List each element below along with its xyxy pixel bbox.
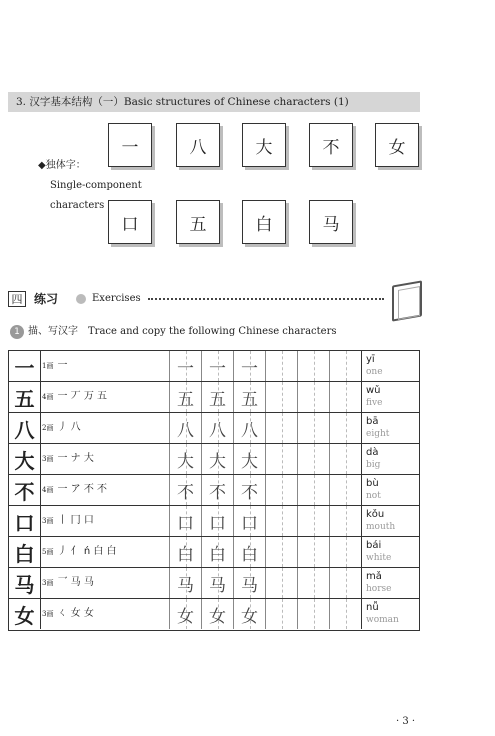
stroke-info	[42, 413, 81, 443]
stroke-sequence: 丿 亻 ń 白 白	[57, 546, 117, 557]
stroke-count: 2画	[42, 424, 54, 432]
task-1-header	[10, 324, 337, 340]
trace-cell[interactable]	[169, 537, 201, 567]
practice-cell[interactable]	[329, 537, 361, 567]
exercise-title-en: Exercises	[92, 293, 141, 304]
stroke-sequence: 丿 八	[57, 422, 81, 433]
table-row	[9, 537, 419, 568]
table-row	[9, 568, 419, 599]
pinyin-cell	[361, 444, 419, 474]
trace-character: 马	[209, 575, 226, 596]
pinyin: bù	[366, 478, 379, 489]
pinyin-cell	[361, 475, 419, 505]
trace-cell[interactable]	[233, 568, 265, 598]
stroke-sequence: 一 ア 不 不	[57, 484, 108, 495]
trace-character: 马	[241, 575, 258, 596]
pinyin: dà	[366, 447, 379, 458]
trace-character: 五	[209, 389, 226, 410]
trace-character: 一	[209, 358, 226, 379]
practice-cell[interactable]	[265, 537, 297, 567]
trace-character: 八	[177, 420, 194, 441]
table-row	[9, 351, 419, 382]
stroke-sequence: 一	[57, 360, 68, 371]
trace-cell[interactable]	[201, 599, 233, 629]
trace-cell[interactable]	[169, 413, 201, 443]
stroke-info	[42, 537, 117, 567]
model-character: 口	[9, 506, 41, 536]
practice-cell[interactable]	[297, 568, 329, 598]
practice-cell[interactable]	[329, 444, 361, 474]
section-title-bar	[8, 92, 420, 112]
trace-cell[interactable]	[201, 568, 233, 598]
practice-cell[interactable]	[265, 413, 297, 443]
exercise-title-cn: 练习	[34, 292, 59, 306]
char-box-3: 大	[242, 123, 286, 167]
pinyin: wǔ	[366, 385, 381, 396]
exercise-section-number: 四	[8, 291, 26, 307]
meaning: white	[366, 553, 392, 563]
stroke-sequence: 一 ナ 大	[57, 453, 94, 464]
trace-cell[interactable]	[169, 506, 201, 536]
practice-cell[interactable]	[329, 413, 361, 443]
practice-cell[interactable]	[265, 382, 297, 412]
stroke-count: 1画	[42, 362, 54, 370]
practice-cell[interactable]	[297, 351, 329, 381]
char-box-7: 五	[176, 200, 220, 244]
pinyin: yī	[366, 354, 375, 365]
meaning: not	[366, 491, 381, 501]
practice-cell[interactable]	[297, 444, 329, 474]
notebook-page-icon	[398, 286, 420, 320]
practice-cell[interactable]	[265, 599, 297, 629]
pinyin: kǒu	[366, 509, 385, 520]
meaning: horse	[366, 584, 392, 594]
trace-cell[interactable]	[233, 444, 265, 474]
trace-cell[interactable]	[169, 382, 201, 412]
char-box-2: 八	[176, 123, 220, 167]
trace-cell[interactable]	[201, 413, 233, 443]
practice-cell[interactable]	[265, 506, 297, 536]
model-character: 不	[9, 475, 41, 505]
pinyin-cell	[361, 413, 419, 443]
trace-cell[interactable]	[233, 475, 265, 505]
trace-character: 白	[241, 544, 258, 565]
trace-cell[interactable]	[201, 537, 233, 567]
trace-cell[interactable]	[169, 444, 201, 474]
trace-character: 女	[177, 606, 194, 627]
meaning: woman	[366, 615, 399, 625]
trace-cell[interactable]	[233, 413, 265, 443]
practice-cell[interactable]	[265, 444, 297, 474]
trace-character: 八	[241, 420, 258, 441]
meaning: one	[366, 367, 383, 377]
char-box-9: 马	[309, 200, 353, 244]
trace-cell[interactable]	[233, 351, 265, 381]
trace-character: 口	[209, 513, 226, 534]
stroke-info	[42, 382, 107, 412]
table-row	[9, 475, 419, 506]
trace-cell[interactable]	[169, 475, 201, 505]
pinyin: mǎ	[366, 571, 382, 582]
table-row	[9, 413, 419, 444]
trace-character: 大	[177, 451, 194, 472]
stroke-info	[42, 506, 94, 536]
pinyin-cell	[361, 351, 419, 381]
trace-character: 大	[209, 451, 226, 472]
char-box-4: 不	[309, 123, 353, 167]
trace-character: 马	[177, 575, 194, 596]
single-component-label	[38, 156, 142, 216]
pinyin: bā	[366, 416, 379, 427]
trace-character: 白	[209, 544, 226, 565]
practice-cell[interactable]	[297, 475, 329, 505]
stroke-info	[42, 444, 94, 474]
task-1-title: 描、写汉字 Trace and copy the following Chinese characters	[28, 326, 337, 337]
practice-cell[interactable]	[329, 351, 361, 381]
pinyin-cell	[361, 382, 419, 412]
trace-cell[interactable]	[201, 475, 233, 505]
stroke-count: 4画	[42, 486, 54, 494]
stroke-sequence: 一 丆 万 五	[57, 391, 108, 402]
practice-cell[interactable]	[329, 568, 361, 598]
trace-cell[interactable]	[201, 444, 233, 474]
trace-character: 不	[177, 482, 194, 503]
practice-cell[interactable]	[297, 382, 329, 412]
trace-character: 五	[177, 389, 194, 410]
pinyin-cell	[361, 537, 419, 567]
trace-cell[interactable]	[201, 351, 233, 381]
model-character: 大	[9, 444, 41, 474]
stroke-info	[42, 351, 67, 381]
model-character: 一	[9, 351, 41, 381]
practice-cell[interactable]	[329, 382, 361, 412]
stroke-sequence: 丨 冂 口	[57, 515, 94, 526]
trace-cell[interactable]	[169, 599, 201, 629]
char-box-6: 口	[108, 200, 152, 244]
practice-cell[interactable]	[265, 475, 297, 505]
stroke-count: 3画	[42, 610, 54, 618]
char-box-5: 女	[375, 123, 419, 167]
trace-character: 五	[241, 389, 258, 410]
stroke-sequence: 乛 马 马	[57, 577, 94, 588]
stroke-count: 4画	[42, 393, 54, 401]
trace-character: 白	[177, 544, 194, 565]
label-cn: ◆独体字：	[38, 160, 86, 171]
stroke-sequence: ㄑ 女 女	[57, 608, 94, 619]
practice-cell[interactable]	[297, 537, 329, 567]
stroke-info	[42, 599, 94, 629]
table-row	[9, 382, 419, 413]
trace-character: 一	[177, 358, 194, 379]
exercises-header	[8, 291, 408, 309]
stroke-info	[42, 568, 94, 598]
trace-character: 女	[209, 606, 226, 627]
char-box-1: 一	[108, 123, 152, 167]
pinyin: nǚ	[366, 602, 379, 613]
trace-character: 一	[241, 358, 258, 379]
pinyin: bái	[366, 540, 382, 551]
model-character: 五	[9, 382, 41, 412]
pinyin-cell	[361, 568, 419, 598]
label-en-1: Single-component	[50, 180, 142, 191]
trace-character: 口	[241, 513, 258, 534]
trace-character: 大	[241, 451, 258, 472]
meaning: five	[366, 398, 383, 408]
circle-icon	[76, 294, 86, 304]
table-row	[9, 444, 419, 475]
stroke-count: 3画	[42, 455, 54, 463]
trace-cell[interactable]	[169, 351, 201, 381]
trace-cell[interactable]	[233, 537, 265, 567]
stroke-info	[42, 475, 107, 505]
trace-character: 不	[241, 482, 258, 503]
trace-cell[interactable]	[201, 382, 233, 412]
table-row	[9, 599, 419, 630]
trace-character: 女	[241, 606, 258, 627]
char-box-8: 白	[242, 200, 286, 244]
model-character: 八	[9, 413, 41, 443]
practice-cell[interactable]	[265, 568, 297, 598]
meaning: mouth	[366, 522, 396, 532]
stroke-count: 3画	[42, 517, 54, 525]
practice-cell[interactable]	[265, 351, 297, 381]
label-en-2: characters	[50, 200, 105, 211]
practice-grid	[8, 350, 420, 631]
page-number: · 3 ·	[396, 716, 416, 727]
stroke-count: 3画	[42, 579, 54, 587]
pinyin-cell	[361, 599, 419, 629]
trace-character: 八	[209, 420, 226, 441]
stroke-count: 5画	[42, 548, 54, 556]
practice-cell[interactable]	[297, 599, 329, 629]
trace-cell[interactable]	[201, 506, 233, 536]
trace-cell[interactable]	[169, 568, 201, 598]
meaning: eight	[366, 429, 390, 439]
trace-cell[interactable]	[233, 506, 265, 536]
practice-cell[interactable]	[329, 475, 361, 505]
task-number-badge: 1	[10, 325, 24, 339]
model-character: 白	[9, 537, 41, 567]
trace-character: 口	[177, 513, 194, 534]
pinyin-cell	[361, 506, 419, 536]
trace-character: 不	[209, 482, 226, 503]
section-title: 3. 汉字基本结构（一）Basic structures of Chinese characters (1)	[16, 96, 349, 108]
practice-cell[interactable]	[329, 506, 361, 536]
trace-cell[interactable]	[233, 382, 265, 412]
model-character: 女	[9, 599, 41, 629]
model-character: 马	[9, 568, 41, 598]
table-row	[9, 506, 419, 537]
practice-cell[interactable]	[297, 506, 329, 536]
practice-cell[interactable]	[329, 599, 361, 629]
practice-cell[interactable]	[297, 413, 329, 443]
trace-cell[interactable]	[233, 599, 265, 629]
meaning: big	[366, 460, 381, 470]
dotted-leader	[148, 298, 384, 300]
